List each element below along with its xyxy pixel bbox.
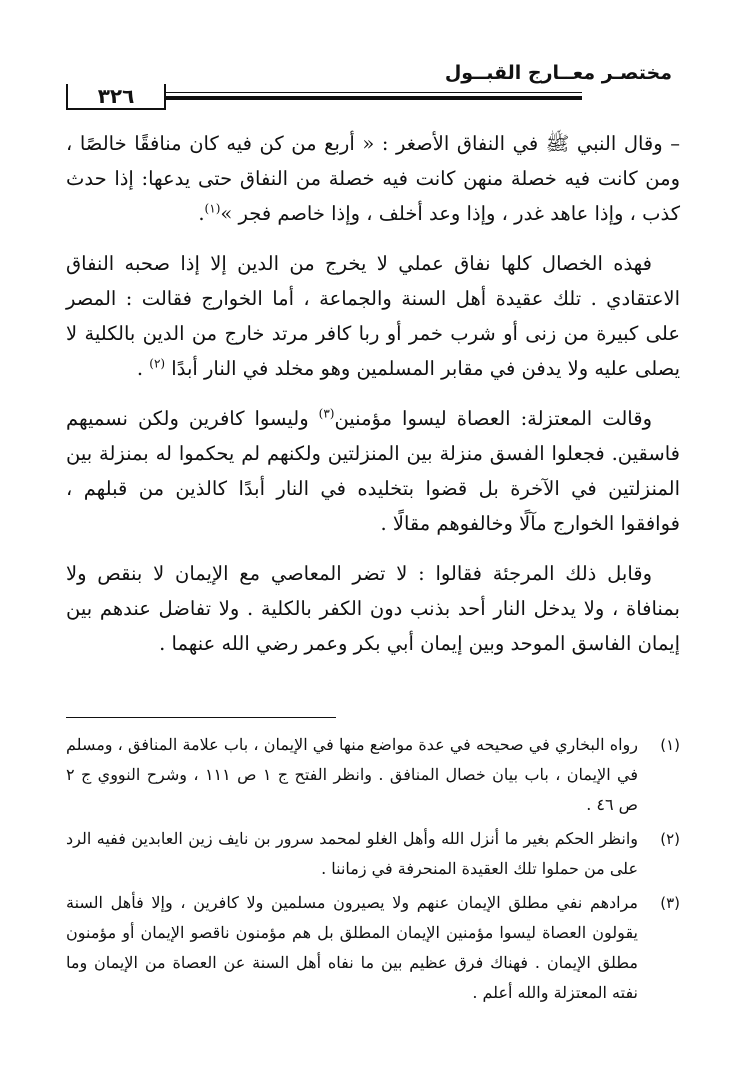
footnote-ref-2: (٢) [149, 356, 166, 371]
footnote-text: وانظر الحكم بغير ما أنزل الله وأهل الغلو لمحمد سرور بن نايف زين العابدين ففيه الرد على من حملوا تلك العقيدة المنحرفة في زماننا . [66, 829, 638, 878]
paragraph-4 [66, 556, 680, 661]
footnote-ref-3: (٣) [318, 406, 335, 421]
footnote-text: مرادهم نفي مطلق الإيمان عنهم ولا يصيرون مسلمين ولا كافرين ، وإلا فأهل السنة يقولون العصاة ليسوا مؤمنين الإيمان المطلق بل هم مؤمنون ناقصو الإيمان أو مؤمنون مطلق الإيمان . فهناك فرق عظيم بين ما نفاه أهل السنة عن العصاة من الإيمان وما نفته المعتزلة والله أعلم . [66, 893, 638, 1002]
footnote-2 [66, 824, 680, 884]
footnote-ref-1: (١) [204, 201, 221, 216]
paragraph-3-lead: وقالت المعتزلة: العصاة ليسوا مؤمنين [334, 407, 652, 430]
paragraph-3 [66, 401, 680, 541]
footnote-3 [66, 888, 680, 1008]
footnote-number: (٣) [660, 894, 680, 912]
footnotes [66, 730, 680, 1012]
footnote-number: (٢) [660, 830, 680, 848]
main-text [66, 126, 680, 676]
footnote-number: (١) [660, 736, 680, 754]
paragraph-4-text: وقابل ذلك المرجئة فقالوا : لا تضر المعاصي مع الإيمان لا بنقص ولا بمنافاة ، ولا يدخل النار أحد بذنب دون الكفر بالكلية . ولا تفاضل عندهم بين إيمان الفاسق الموحد وبين إيمان أبي بكر وعمر رضي الله عنهما . [66, 562, 680, 655]
paragraph-1-text: – وقال النبي ﷺ في النفاق الأصغر : « أربع من كن فيه كان منافقًا خالصًا ، ومن كانت فيه خصلة منهن كانت فيه خصلة من النفاق حتى يدعها: إذا حدث كذب ، وإذا عاهد غدر ، وإذا وعد أخلف ، وإذا خاصم فجر » [66, 132, 680, 225]
footnote-1 [66, 730, 680, 820]
paragraph-2 [66, 246, 680, 386]
paragraph-1: – وقال النبي ﷺ في النفاق الأصغر : « أربع من كن فيه كان منافقًا خالصًا ، ومن كانت فيه خصلة منهن كانت فيه خصلة من النفاق حتى يدعها: إذا حدث كذب ، وإذا عاهد غدر ، وإذا وعد أخلف ، وإذا خاصم فجر »$^{(١)}$. [66, 132, 680, 225]
footnote-separator [66, 717, 336, 718]
footnote-text: رواه البخاري في صحيحه في عدة مواضع منها في الإيمان ، باب علامة المنافق ، ومسلم في الإيمان ، باب بيان خصال المنافق . وانظر الفتح ج ١ ص ١١١ ، وشرح النووي ج ٢ ص ٤٦ . [66, 735, 639, 814]
paragraph-2-text: فهذه الخصال كلها نفاق عملي لا يخرج من الدين إلا إذا صحبه النفاق الاعتقادي . تلك عقيدة أهل السنة والجماعة ، أما الخوارج فقالت : المصر على كبيرة من زنى أو شرب خمر أو ربا كافر مرتد خارج من الدين بالكلية لا يصلى عليه ولا يدفن في مقابر المسلمين وهو مخلد في النار أبدًا [66, 252, 680, 380]
paragraph-3-text: وليسوا كافرين ولكن نسميهم فاسقين. فجعلوا الفسق منزلة بين المنزلتين ولكنهم لم يحكموا له بمنزلة بين المنزلتين في الآخرة بل قضوا بتخليده في النار أبدًا كالذين من قبلهم ، فوافقوا الخوارج مآلًا وخالفوهم مقالًا . [66, 407, 680, 535]
book-title: مختصـر معــارج القبــول [444, 62, 672, 84]
page-number: ٣٢٦ [66, 84, 166, 110]
paragraph-2-tail: . [136, 357, 150, 380]
